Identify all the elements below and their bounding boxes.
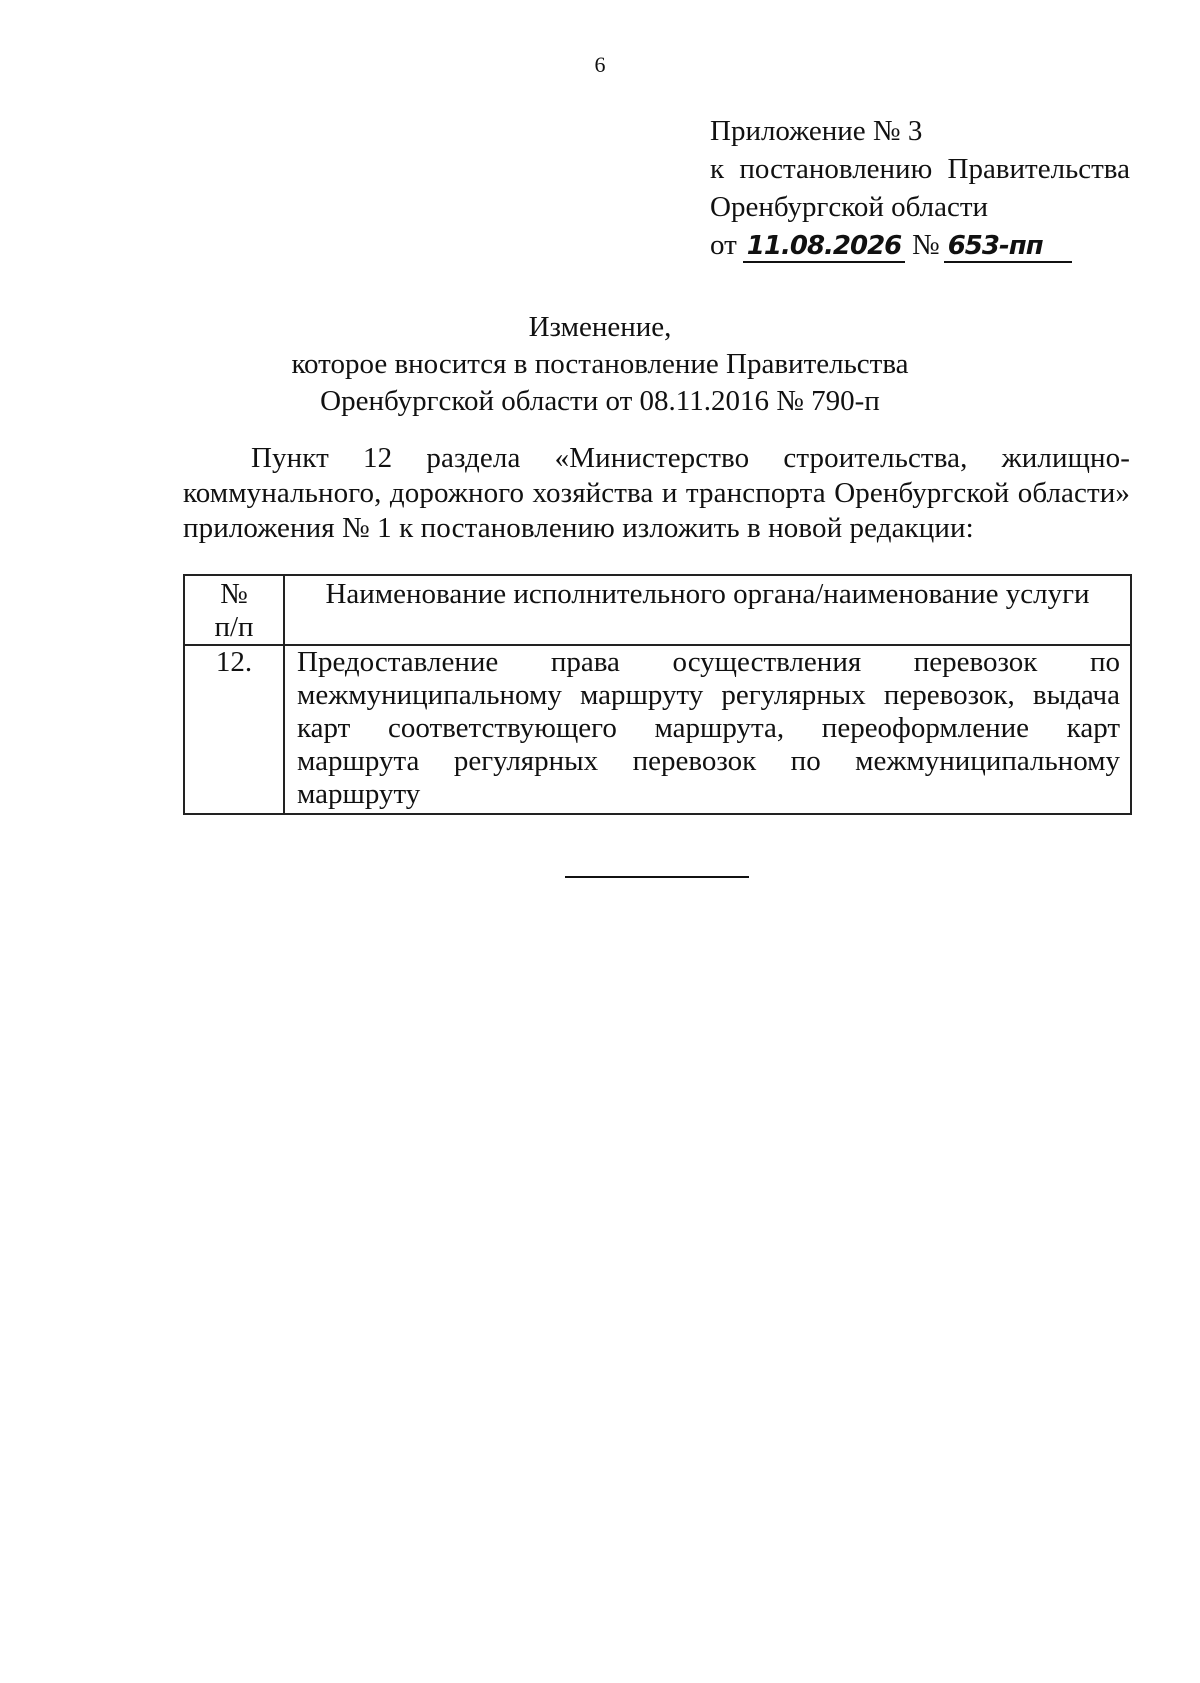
header-number-cell — [184, 575, 284, 645]
document-heading — [0, 309, 1200, 420]
header-number-symbol: № — [220, 578, 248, 610]
services-table — [183, 574, 1132, 815]
page-number: 6 — [594, 52, 606, 77]
annex-block — [710, 112, 1130, 264]
annex-date-line — [710, 226, 1130, 264]
annex-line-resolution: к постановлению Правительства — [710, 153, 1130, 185]
table-row — [184, 645, 1131, 814]
header-number-abbrev: п/п — [214, 611, 254, 643]
body-paragraph: Пункт 12 раздела «Министерство строительства, жилищно-коммунального, дорожного хозяйства и транспорта Оренбургской области» приложения № 1 к постановлению изложить в новой редакции: — [183, 442, 1130, 544]
annex-title: Приложение № 3 — [710, 115, 923, 147]
annex-line-region: Оренбургской области — [710, 191, 989, 223]
row-name-cell: Предоставление права осуществления перевозок по межмуниципальному маршруту регулярных перевозок, выдача карт соответствующего маршрута, переоформление карт маршрута регулярных перевозок по межмуниципальному маршруту — [284, 645, 1131, 814]
heading-line-3: Оренбургской области от 08.11.2016 № 790-п — [320, 385, 880, 417]
date-prefix: от — [710, 229, 737, 261]
handwritten-number: 653-пп — [944, 231, 1072, 263]
heading-line-1: Изменение, — [528, 311, 672, 343]
handwritten-date: 11.08.2026 — [743, 231, 905, 263]
heading-line-2: которое вносится в постановление Правительства — [291, 348, 909, 380]
closing-divider — [565, 876, 749, 878]
row-number-cell: 12. — [184, 645, 284, 814]
number-prefix: № — [912, 229, 940, 261]
table-header-row — [184, 575, 1131, 645]
header-name-cell: Наименование исполнительного органа/наименование услуги — [284, 575, 1131, 645]
